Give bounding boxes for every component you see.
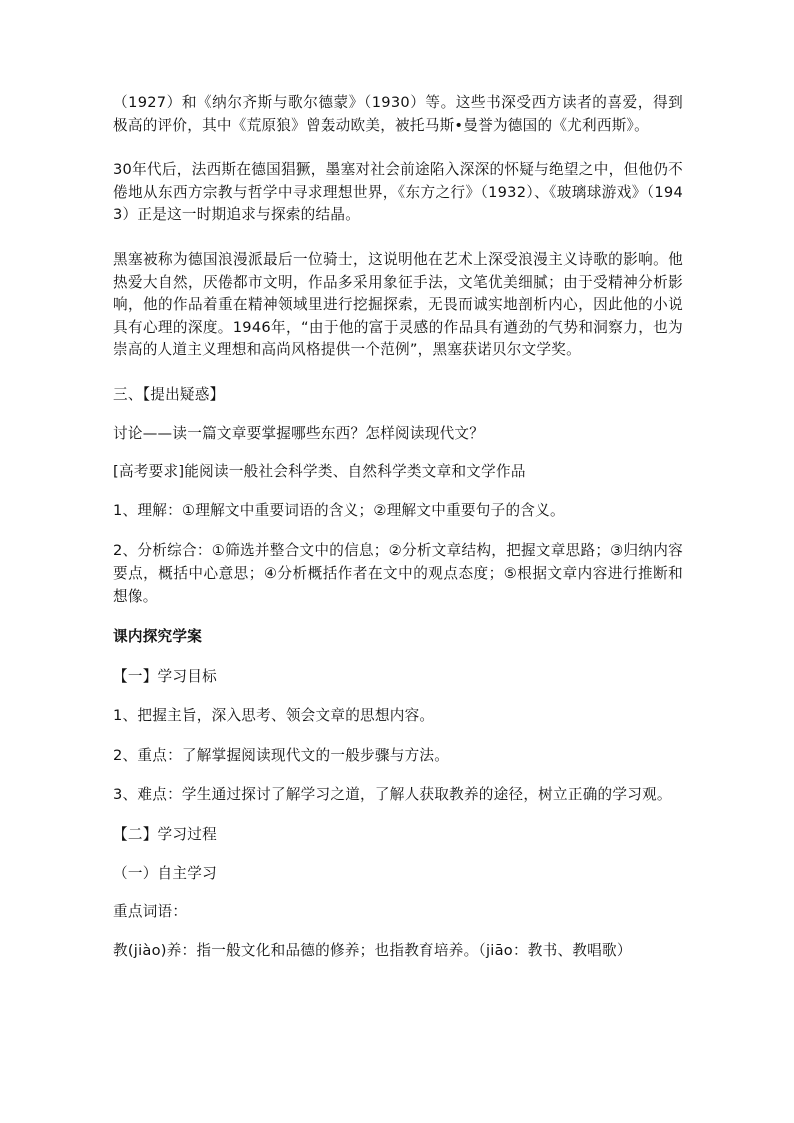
requirement-analysis: 2、分析综合：①筛选并整合文中的信息；②分析文章结构，把握文章思路；③归纳内容要点，概括中心意思；④分析概括作者在文中的观点态度；⑤根据文章内容进行推断和想像。 bbox=[113, 542, 683, 605]
goal-item-3: 3、难点：学生通过探讨了解学习之道，了解人获取教养的途径，树立正确的学习观。 bbox=[113, 786, 672, 804]
subheading-self-study: （一）自主学习 bbox=[113, 864, 217, 882]
discussion-line: 讨论——读一篇文章要掌握哪些东西？怎样阅读现代文？ bbox=[113, 424, 485, 442]
subheading-learning-goals: 【一】学习目标 bbox=[113, 667, 217, 685]
goal-item-2: 2、重点：了解掌握阅读现代文的一般步骤与方法。 bbox=[113, 746, 450, 764]
paragraph-thirties: 30年代后，法西斯在德国猖獗，墨塞对社会前途陷入深深的怀疑与绝望之中，但他仍不倦地从东西方宗教与哲学中寻求理想世界，《东方之行》（1932）、《玻璃球游戏》（1943）正是这一时期追求与探索的结晶。 bbox=[113, 161, 683, 224]
section-heading-questions: 三、【提出疑惑】 bbox=[113, 385, 225, 403]
exam-requirement: [高考要求]能阅读一般社会科学类、自然科学类文章和文学作品 bbox=[113, 463, 526, 481]
section-heading-inclass: 课内探究学案 bbox=[113, 628, 203, 646]
paragraph-books-reception: （1927）和《纳尔齐斯与歌尔德蒙》（1930）等。这些书深受西方读者的喜爱，得到极高的评价，其中《荒原狼》曾轰动欧美，被托马斯•曼誉为德国的《尤利西斯》。 bbox=[113, 94, 683, 134]
requirement-understanding: 1、理解：①理解文中重要词语的含义；②理解文中重要句子的含义。 bbox=[113, 501, 565, 519]
document-body bbox=[113, 92, 683, 962]
subheading-learning-process: 【二】学习过程 bbox=[113, 826, 217, 844]
goal-item-1: 1、把握主旨，深入思考、领会文章的思想内容。 bbox=[113, 707, 435, 725]
word-entry-jiaoyang: 教(jiào)养：指一般文化和品德的修养；也指教育培养。（jiāo：教书、教唱歌） bbox=[113, 941, 632, 959]
paragraph-romantic-knight: 黑塞被称为德国浪漫派最后一位骑士，这说明他在艺术上深受浪漫主义诗歌的影响。他热爱大自然，厌倦都市文明，作品多采用象征手法，文笔优美细腻；由于受精神分析影响，他的作品着重在精神领域里进行挖掘探索，无畏而诚实地剖析内心，因此他的小说具有心理的深度。1946年，“由于他的富于灵感的作品具有遒劲的气势和洞察力，也为崇高的人道主义理想和高尚风格提供一个范例”，黑塞获诺贝尔文学奖。 bbox=[113, 250, 683, 359]
key-words-label: 重点词语： bbox=[113, 903, 188, 921]
